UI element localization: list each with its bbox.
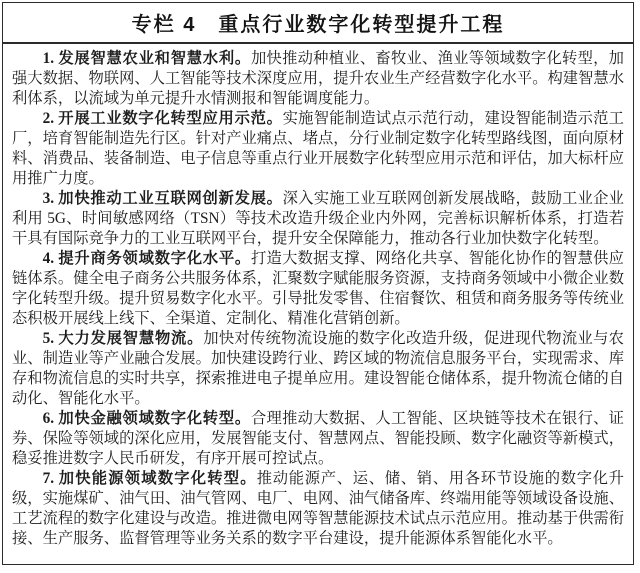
item-text: 实施智能制造试点示范行动，建设智能制造示范工厂，培育智能制造先行区。针对产业痛点、堵点，分行业制定数字化转型路线图，面向原材料、消费品、装备制造、电子信息等重点行业开展数字化转型应用示范和评估，加大标杆应用推广力度。 xyxy=(12,110,624,187)
item-number: 7. xyxy=(42,470,55,487)
item-lead: 发展智慧农业和智慧水利。 xyxy=(58,50,251,67)
column-box xyxy=(2,2,634,565)
item-lead: 提升商务领域数字化水平。 xyxy=(58,250,251,267)
item-text: 合理推动大数据、人工智能、区块链等技术在银行、证券、保险等领域的深化应用，发展智能支付、智慧网点、智能投顾、数字化融资等新模式，稳妥推进数字人民币研发，有序开展可控试点。 xyxy=(12,410,624,467)
item-text: 加快推动种植业、畜牧业、渔业等领域数字化转型，加强大数据、物联网、人工智能等技术深度应用，提升农业生产经营数字化水平。构建智慧水利体系，以流域为单元提升水情测报和智能调度能力。 xyxy=(12,50,624,107)
item-number: 1. xyxy=(42,50,55,67)
item-lead: 加快推动工业互联网创新发展。 xyxy=(58,190,283,207)
item-lead: 大力发展智慧物流。 xyxy=(58,330,204,347)
item-number: 5. xyxy=(42,330,55,347)
item-text: 加快对传统物流设施的数字化改造升级，促进现代物流业与农业、制造业等产业融合发展。加快建设跨行业、跨区域的物流信息服务平台，实现需求、库存和物流信息的实时共享，探索推进电子提单应用。建设智能仓储体系，提升物流仓储的自动化、智能化水平。 xyxy=(12,330,624,407)
item-lead: 开展工业数字化转型应用示范。 xyxy=(58,110,283,127)
list-item-7 xyxy=(12,469,624,549)
item-number: 3. xyxy=(42,190,55,207)
list-item-3 xyxy=(12,189,624,249)
item-text: 打造大数据支撑、网络化共享、智能化协作的智慧供应链体系。健全电子商务公共服务体系，汇聚数字赋能服务资源，支持商务领域中小微企业数字化转型升级。提升贸易数字化水平。引导批发零售、住宿餐饮、租赁和商务服务等传统业态积极开展线上线下、全渠道、定制化、精准化营销创新。 xyxy=(12,250,624,327)
list-item-5 xyxy=(12,329,624,409)
column-body xyxy=(3,44,633,549)
list-item-6 xyxy=(12,409,624,469)
item-text: 深入实施工业互联网创新发展战略，鼓励工业企业利用 5G、时间敏感网络（TSN）等技术改造升级企业内外网，完善标识解析体系，打造若干具有国际竞争力的工业互联网平台，提升安全保障能力，推动各行业加快数字化转型。 xyxy=(12,190,624,247)
item-text: 推动能源产、运、储、销、用各环节设施的数字化升级，实施煤矿、油气田、油气管网、电厂、电网、油气储备库、终端用能等领域设备设施、工艺流程的数字化建设与改造。推进微电网等智慧能源技术试点示范应用。推动基于供需衔接、生产服务、监督管理等业务关系的数字平台建设，提升能源体系智能化水平。 xyxy=(12,470,624,547)
item-number: 2. xyxy=(42,110,55,127)
item-number: 4. xyxy=(42,250,55,267)
list-item-2 xyxy=(12,109,624,189)
list-item-4 xyxy=(12,249,624,329)
list-item-1 xyxy=(12,49,624,109)
column-title: 专栏 4 重点行业数字化转型提升工程 xyxy=(3,3,633,44)
item-lead: 加快金融领域数字化转型。 xyxy=(58,410,251,427)
item-lead: 加快能源领域数字化转型。 xyxy=(58,470,257,487)
item-number: 6. xyxy=(42,410,55,427)
